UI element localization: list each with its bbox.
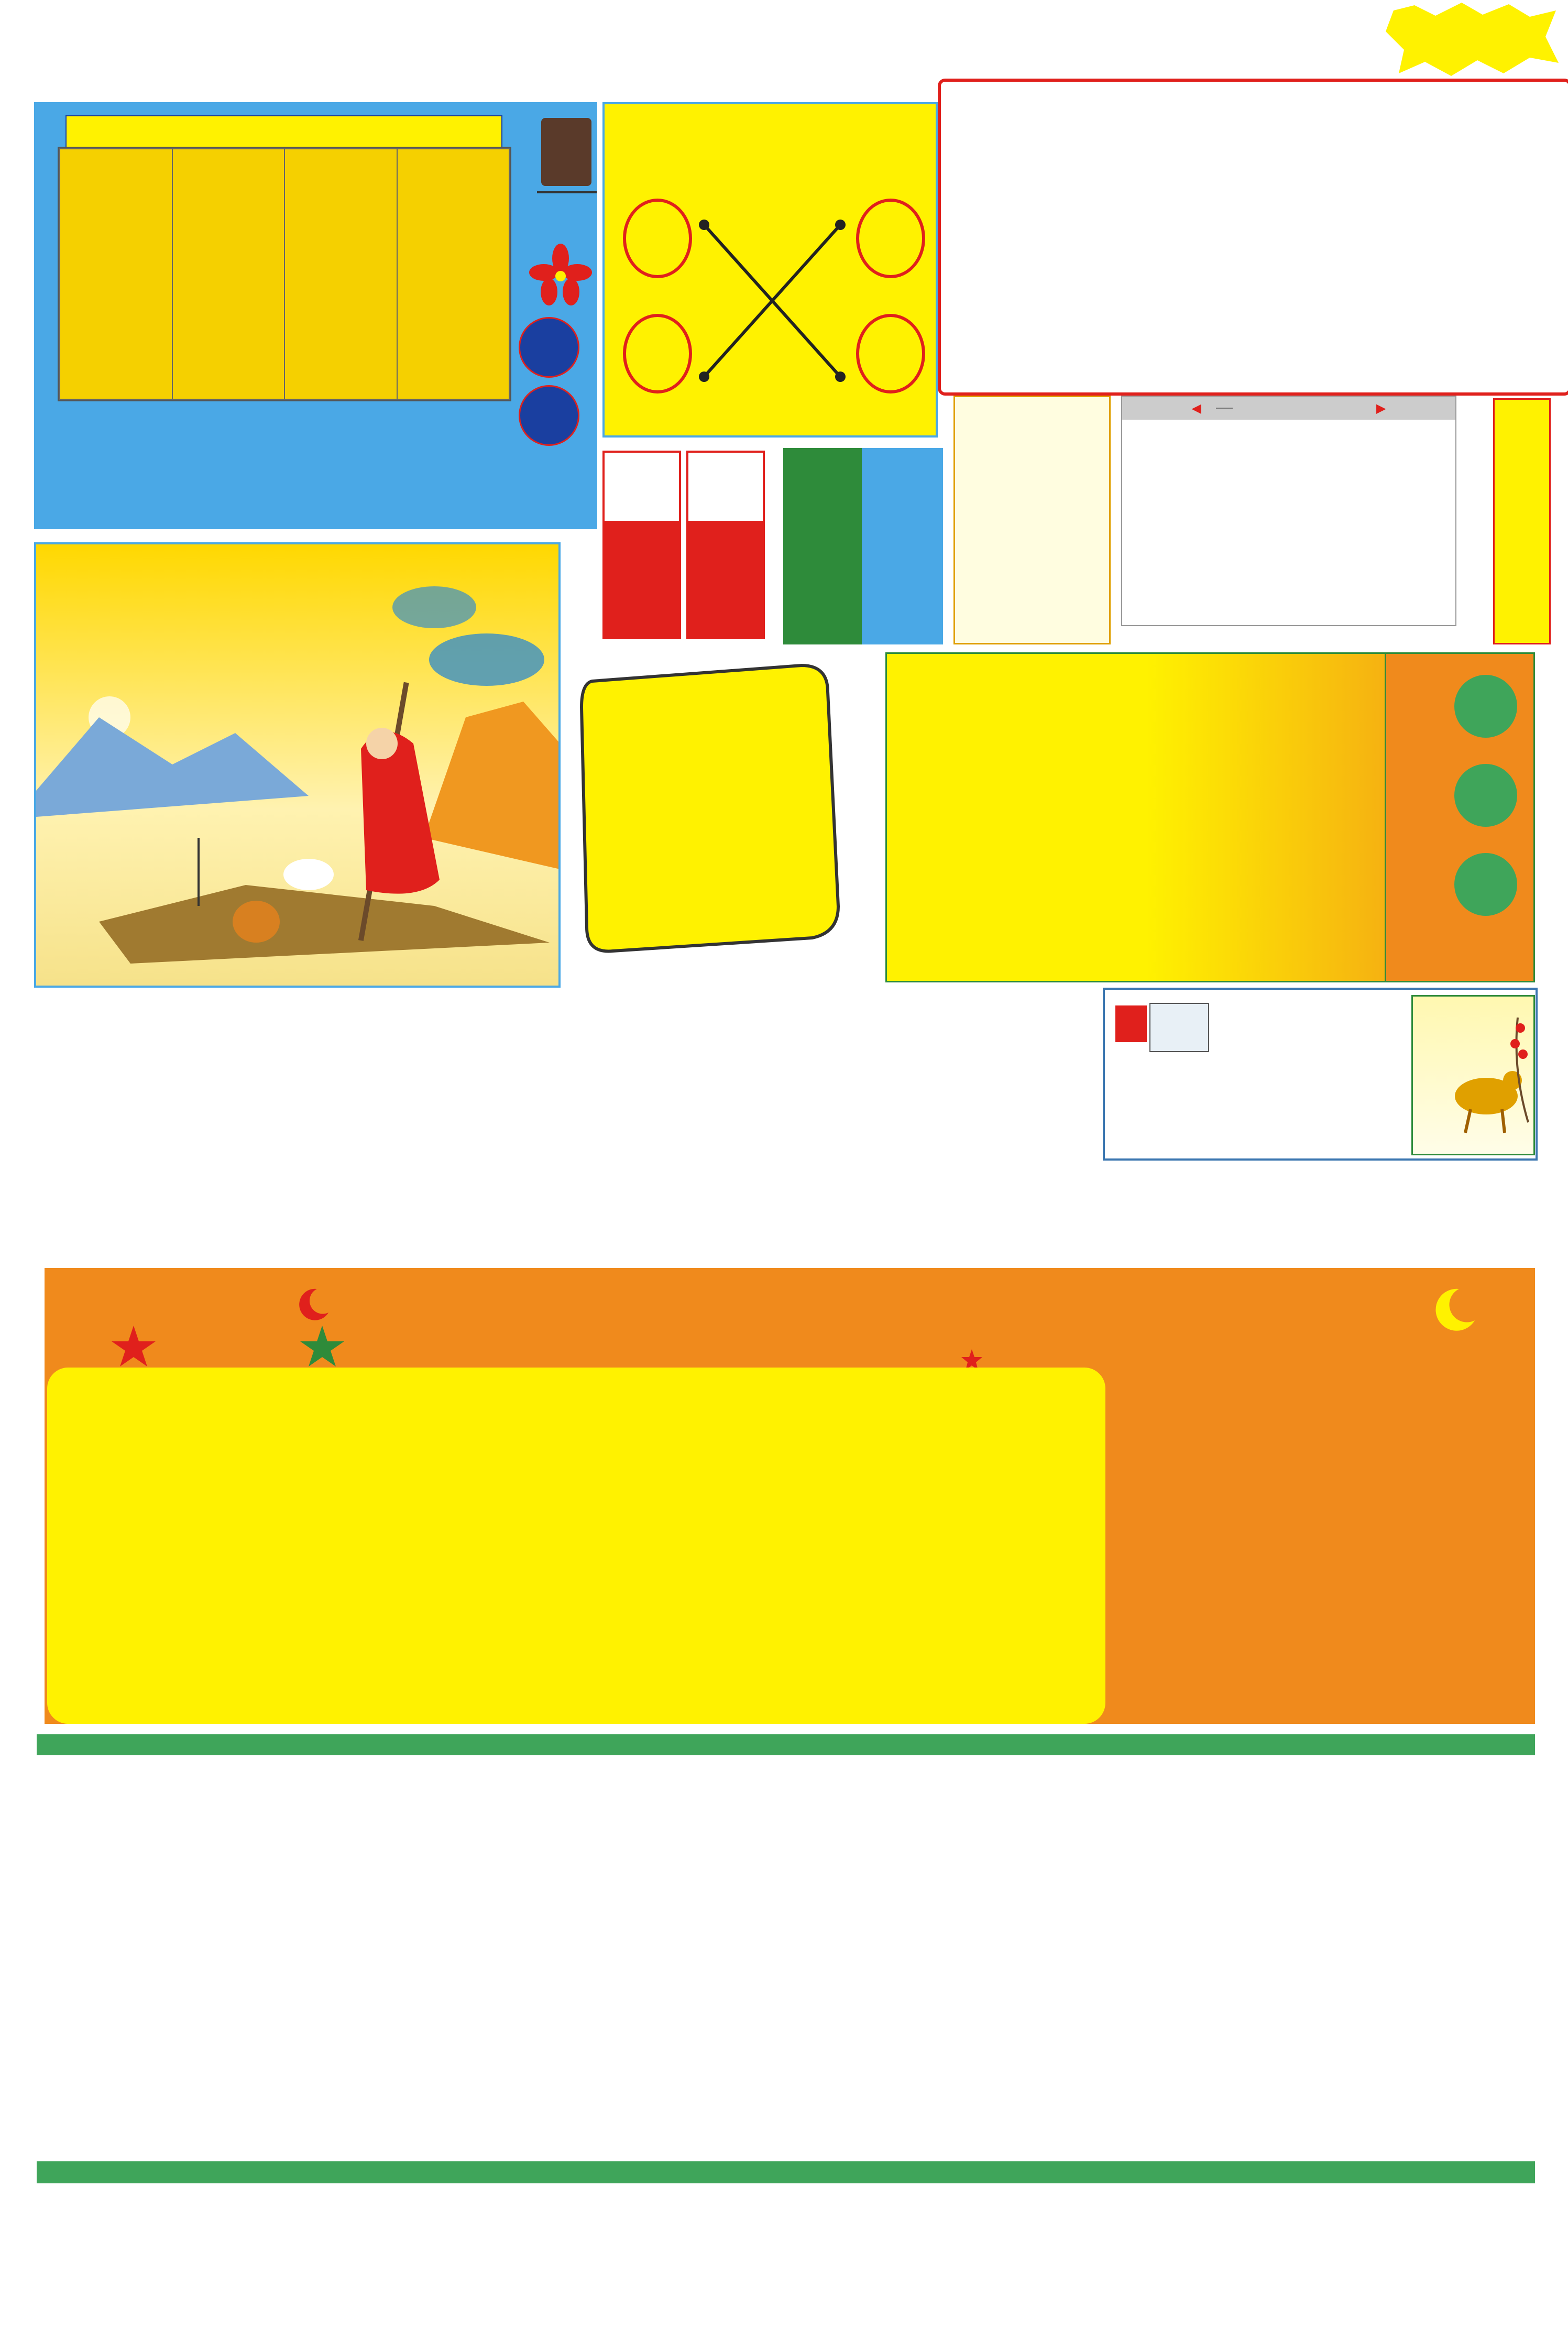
lucky-num (623, 199, 692, 278)
history-header (37, 1734, 431, 1755)
kai-label (605, 453, 679, 521)
table-title (65, 115, 502, 149)
special-ball (1454, 853, 1517, 916)
next-month-icon[interactable]: ▶ (1376, 401, 1386, 415)
kai-label (688, 453, 763, 521)
sage-painting-image (36, 544, 560, 987)
zodiac-wheel (1077, 1375, 1532, 1716)
history-header-row (37, 1734, 1535, 1755)
history-panel (37, 1734, 1535, 2292)
blank-box (938, 79, 1568, 396)
footer-header (37, 2161, 431, 2183)
kai-value (688, 521, 763, 637)
calendar-side (1493, 398, 1551, 644)
header-cell (284, 149, 397, 399)
lunar-panel (885, 652, 1535, 982)
lucky-num (856, 314, 925, 393)
scroll-shape (555, 660, 864, 954)
xuanmen-banner (45, 1268, 1535, 1381)
lucky-num (623, 314, 692, 393)
scholar-icon (1149, 1003, 1209, 1052)
promo-badge (1383, 0, 1561, 79)
header-cell (172, 149, 285, 399)
lunar-side (1385, 654, 1533, 981)
zhuozheng-label (537, 191, 597, 193)
tepin-num (783, 448, 862, 644)
zhuozheng-box (537, 118, 595, 238)
special-ball (1454, 675, 1517, 738)
prev-month-icon[interactable]: ◀ (1191, 401, 1201, 415)
left-border (0, 89, 31, 2265)
header-cell (397, 149, 510, 399)
fortune-card (47, 1368, 1105, 1724)
header-cell (60, 149, 172, 399)
gate-table-panel (34, 102, 597, 529)
jiemi-panel (1103, 988, 1538, 1161)
tepin-text (862, 448, 943, 644)
starburst-shape (1383, 0, 1561, 79)
table-header-row (60, 149, 509, 399)
tail-ball (519, 385, 579, 446)
lucky-num (856, 199, 925, 278)
banner-stars (45, 1268, 1535, 1381)
footer-header-row (37, 2161, 1535, 2183)
cross-lines (694, 214, 851, 387)
flower-icon (529, 244, 592, 307)
special-ball (1454, 764, 1517, 827)
calendar-month-select[interactable] (1216, 408, 1233, 409)
kai-value (605, 521, 679, 637)
calendar-header (1122, 397, 1455, 420)
bottom-border (31, 2298, 1537, 2329)
jiemi-tag (1115, 1005, 1147, 1042)
vertical-note (953, 396, 1111, 644)
hand-icon (541, 118, 591, 186)
gate-table (58, 147, 511, 401)
lucky-combo-panel (602, 102, 938, 438)
kai-box-left (602, 451, 681, 639)
calendar-widget (1121, 396, 1456, 626)
tail-ball (519, 317, 579, 378)
fortune-panel (45, 1368, 1535, 1724)
goat-painting-image (1411, 995, 1535, 1155)
kai-box-right (686, 451, 765, 639)
painting-panel (34, 542, 561, 988)
poem-scroll (555, 660, 864, 954)
tepin-box (783, 448, 943, 644)
